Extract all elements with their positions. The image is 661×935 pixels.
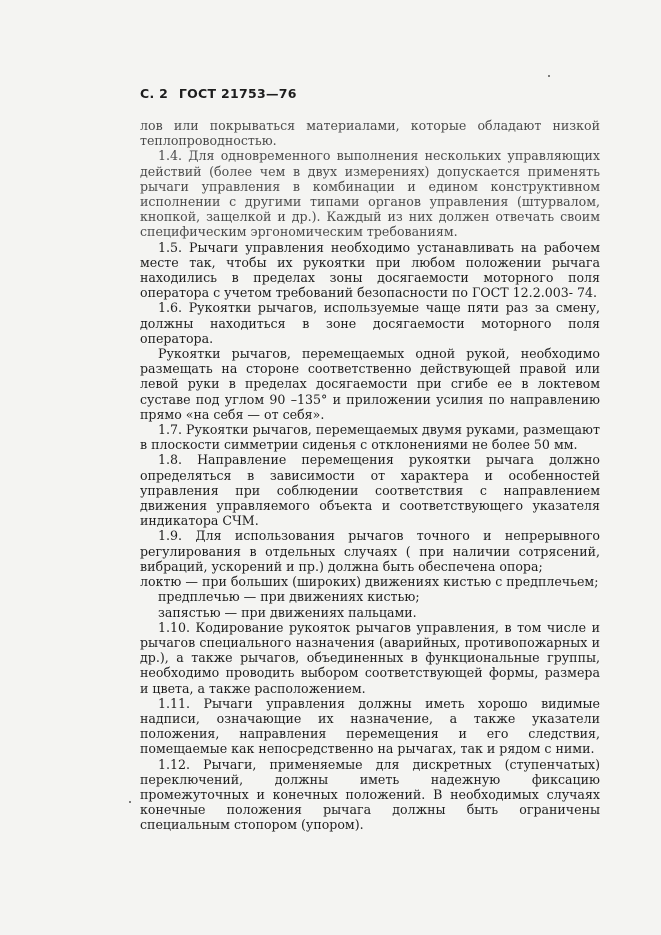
scan-speck (129, 801, 131, 803)
support-elbow: локтю — при больших (широких) движениях кистью с предплечьем; (140, 574, 599, 590)
paragraph-1-7: 1.7. Рукоятки рычагов, перемещаемых двумя руками, размещают в плоскости симметрии сиденья с отклонениями не более 50 мм. (140, 422, 600, 453)
paragraph-1-6: 1.6. Рукоятки рычагов, используемые чаще пяти раз за смену, должны находиться в зоне досягаемости моторного поля оператора. (140, 300, 600, 346)
paragraph-1-4: 1.4. Для одновременного выполнения нескольких управляющих действий (более чем в двух измерениях) допускается применять рычаги управления в комбинации и едином конструктивном исполнении с другими типами органов управления (штурвалом, кнопкой, защелкой и др.). Каждый из них должен отвечать своим специфическим эргономическим требованиям. (140, 148, 600, 240)
paragraph-1-11: 1.11. Рычаги управления должны иметь хорошо видимые надписи, означающие их назначение, а также указатели положения, направления перемещения и его следствия, помещаемые как непосредственно на рычагах, так и рядом с ними. (140, 695, 600, 757)
standard-code: ГОСТ 21753—76 (178, 86, 297, 101)
document-body (140, 118, 600, 833)
paragraph-1-9: 1.9. Для использования рычагов точного и непрерывного регулирования в отдельных случаях ( при наличии сотрясений, вибраций, ускорений и пр.) должна быть обеспечена опора; (140, 528, 600, 574)
paragraph-1-5: 1.5. Рычаги управления необходимо устанавливать на рабочем месте так, чтобы их рукоятки при любом положении рычага находились в пределах зоны досягаемости моторного поля оператора с учетом требований безопасности по ГОСТ 12.2.003‑ 74. (140, 239, 600, 301)
paragraph-continuation: лов или покрываться материалами, которые обладают низкой теплопроводностью. (140, 118, 600, 149)
paragraph-1-10: 1.10. Кодирование рукояток рычагов управления, в том числе и рычагов специального назначения (аварийных, противопожарных и др.), а также рычагов, объединенных в функциональные группы, необходимо проводить выбором соответствующей формы, размера и цвета, а также расположением. (140, 619, 600, 696)
paragraph-1-8: 1.8. Направление перемещения рукоятки рычага должно определяться в зависимости от характера и особенностей управления при соблюдении соответствия с направлением движения управляемого объекта и соответствующего указателя индикатора СЧМ. (140, 452, 600, 529)
scan-speck (548, 75, 550, 77)
paragraph-1-6-handles: Рукоятки рычагов, перемещаемых одной рукой, необходимо размещать на стороне соответственно действующей правой или левой руки в пределах досягаемости при сгибе ее в локтевом суставе под углом 90 –135° и приложении усилия по направлению прямо «на себя — от себя». (140, 346, 600, 422)
page-header (140, 86, 303, 101)
page-number: С. 2 (140, 86, 169, 101)
support-forearm: предплечью — при движениях кистью; (158, 589, 420, 605)
paragraph-1-12: 1.12. Рычаги, применяемые для дискретных (ступенчатых) переключений, должны иметь надежную фиксацию промежуточных и конечных положений. В необходимых случаях конечные положения рычага должны быть ограничены специальным стопором (упором). (140, 756, 600, 833)
support-wrist: запястью — при движениях пальцами. (158, 604, 417, 620)
